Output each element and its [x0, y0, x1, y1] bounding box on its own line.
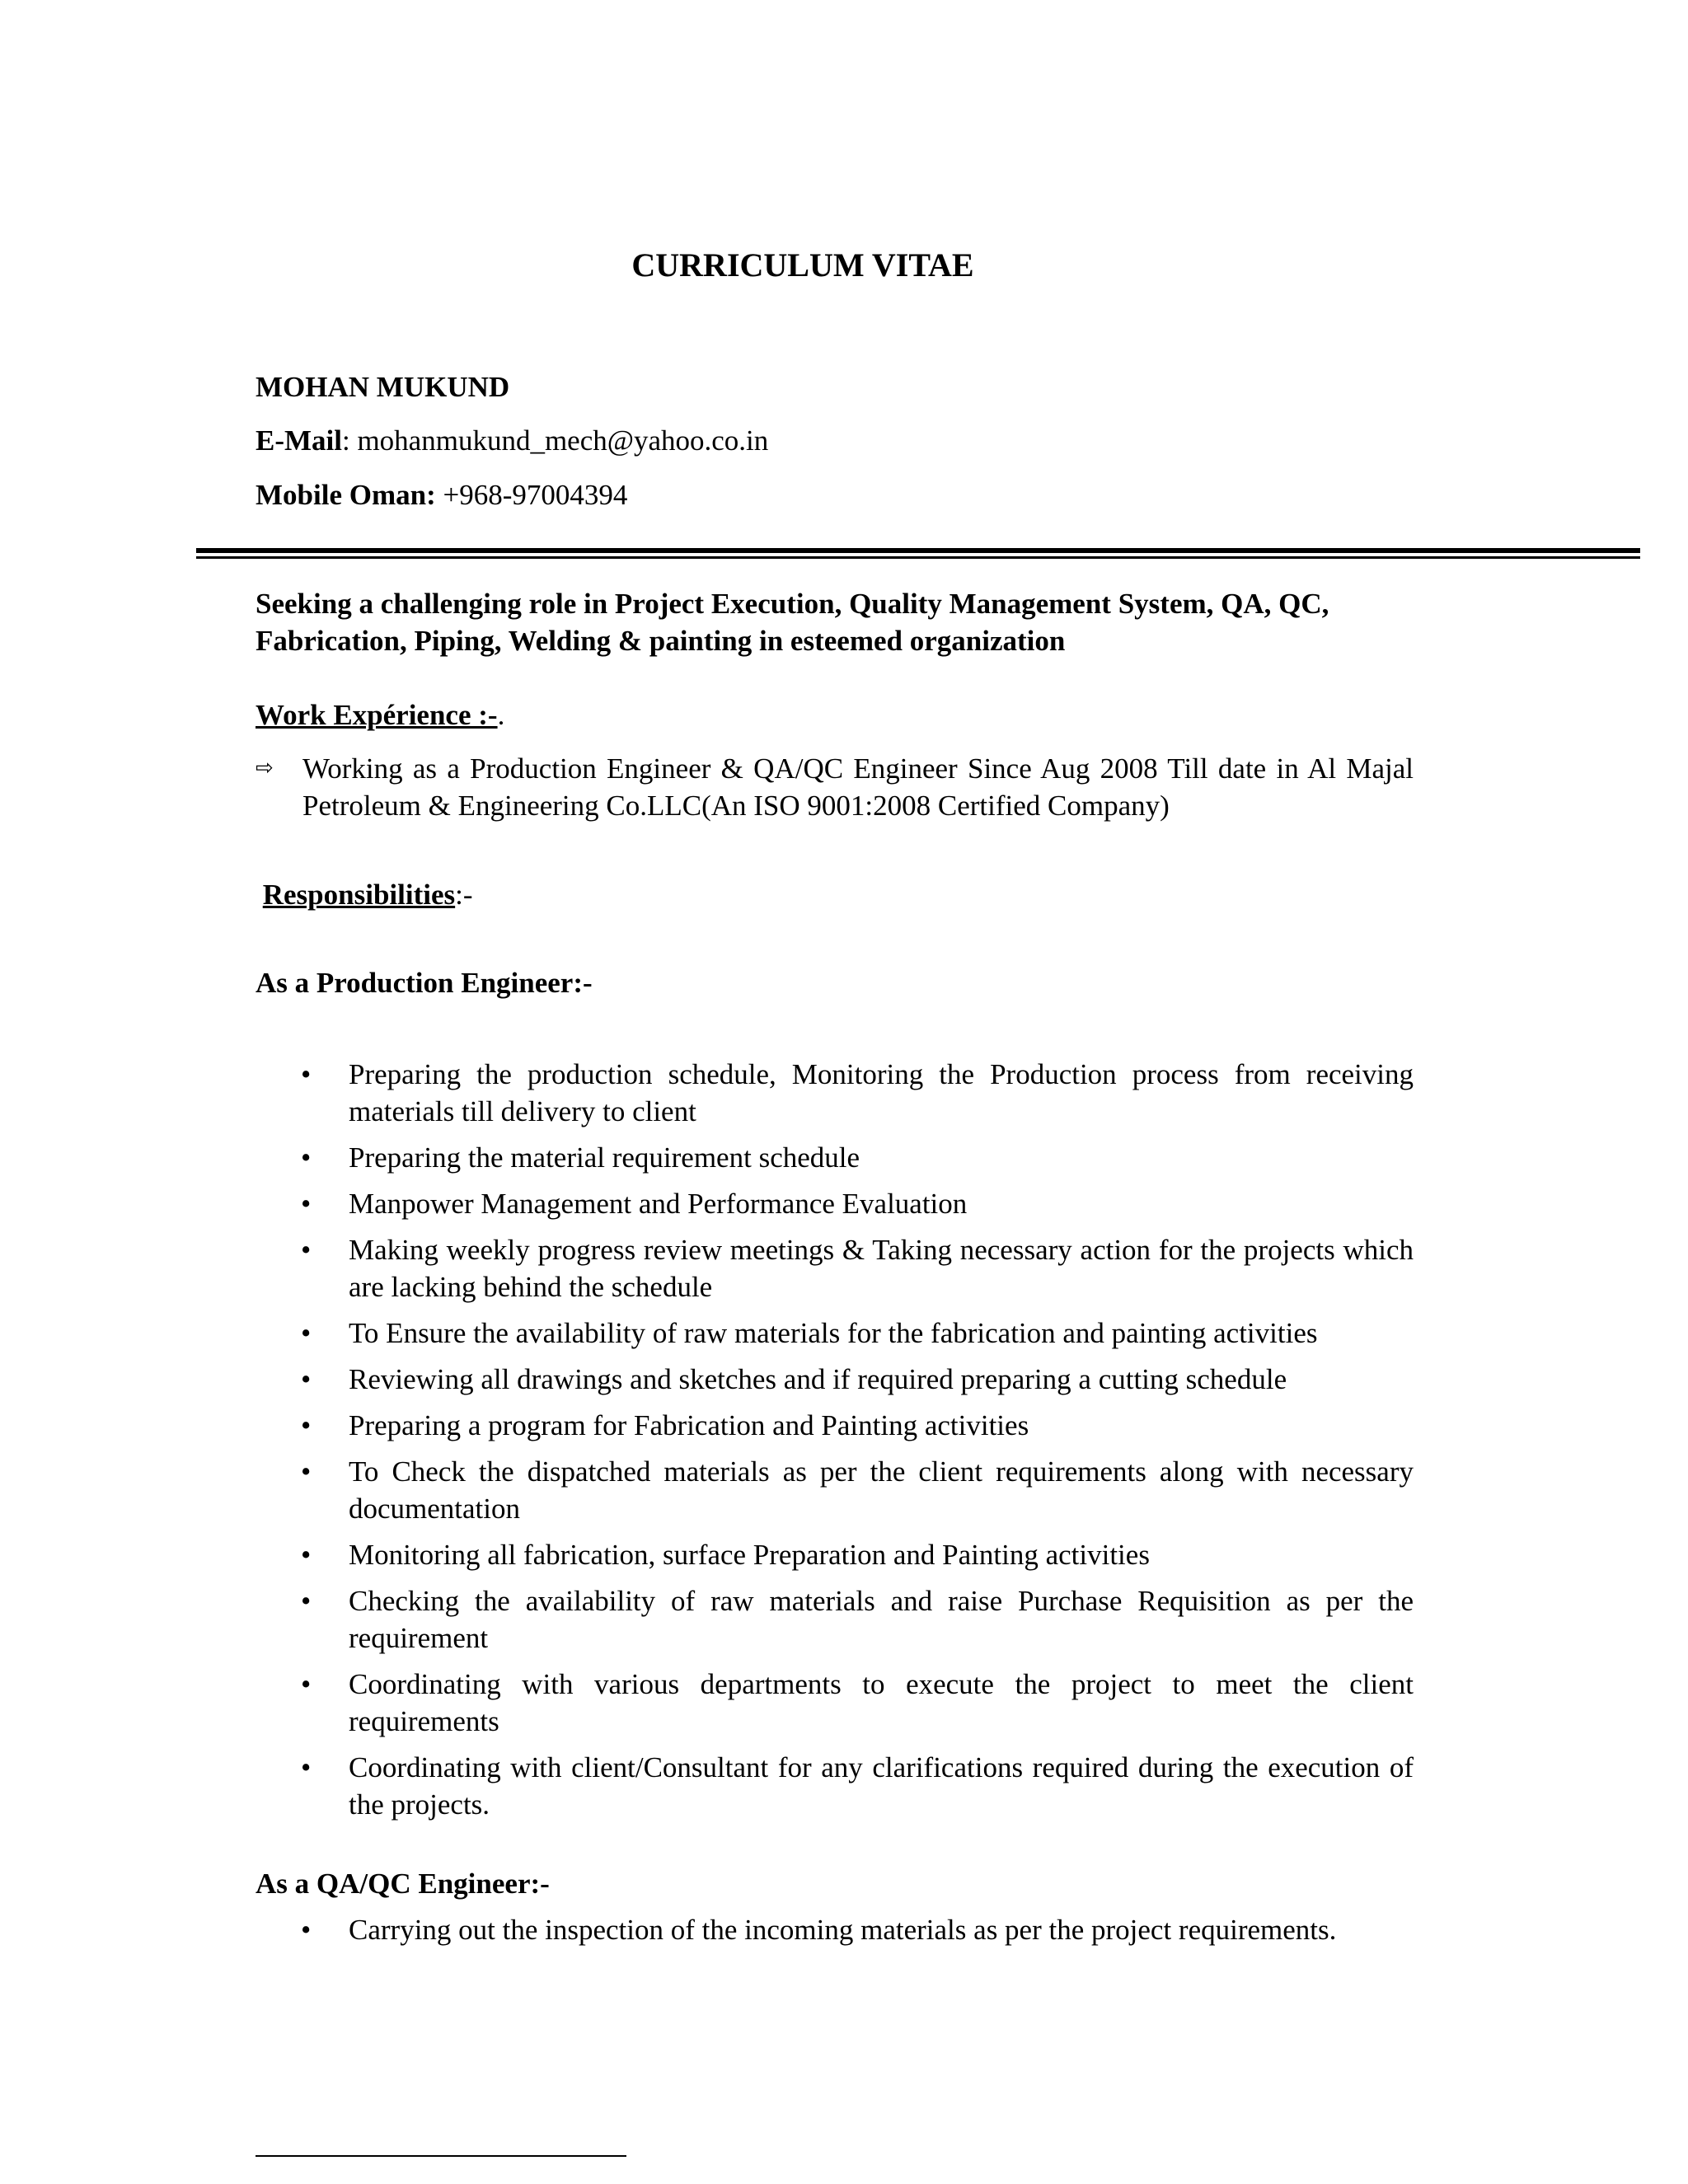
- bullet-icon: •: [301, 1234, 312, 1266]
- career-objective: Seeking a challenging role in Project Execution, Quality Management System, QA, QC, Fabrication, Piping, Welding & painting in esteemed organization: [256, 588, 1329, 657]
- list-item-text: Preparing the production schedule, Monitoring the Production process from receiving materials till delivery to client: [349, 1058, 1414, 1127]
- bullet-icon: •: [301, 1058, 312, 1090]
- list-item-text: Carrying out the inspection of the incoming materials as per the project requirements.: [349, 1914, 1337, 1946]
- list-item: [256, 1185, 1414, 1222]
- header-divider-thin: [196, 556, 1640, 559]
- list-item: [256, 1666, 1414, 1740]
- list-item-text: Coordinating with various departments to execute the project to meet the client requirements: [349, 1668, 1414, 1737]
- work-experience-text: Working as a Production Engineer & QA/QC Engineer Since Aug 2008 Till date in Al Majal Petroleum & Engineering Co.LLC(An ISO 9001:2008 Certified Company): [302, 752, 1414, 822]
- list-item-text: To Ensure the availability of raw materials for the fabrication and painting activities: [349, 1317, 1318, 1349]
- mobile-label: Mobile Oman:: [256, 479, 436, 511]
- email-value: : mohanmukund_mech@yahoo.co.in: [341, 424, 769, 457]
- list-item: [256, 1315, 1414, 1352]
- header-divider-thick: [196, 548, 1640, 553]
- qa-qc-engineer-heading: As a QA/QC Engineer:-: [256, 1868, 550, 1900]
- work-experience-heading-text: Work Expérience :-: [256, 699, 498, 731]
- responsibilities-heading-text: Responsibilities: [262, 879, 456, 911]
- list-item-text: Coordinating with client/Consultant for any clarifications required during the execution of the projects.: [349, 1751, 1414, 1821]
- list-item-text: Preparing the material requirement schedule: [349, 1141, 860, 1174]
- bullet-icon: •: [301, 1751, 312, 1783]
- list-item-text: Making weekly progress review meetings & Taking necessary action for the projects which are lacking behind the schedule: [349, 1234, 1414, 1303]
- mobile-line: [256, 477, 627, 513]
- work-experience-heading-suffix: .: [497, 699, 505, 731]
- list-item: [256, 1231, 1414, 1305]
- production-engineer-heading: As a Production Engineer:-: [256, 967, 593, 999]
- list-item: [256, 1453, 1414, 1527]
- list-item-text: To Check the dispatched materials as per the client requirements along with necessary documentation: [349, 1455, 1414, 1525]
- bullet-icon: •: [301, 1141, 312, 1174]
- list-item: [256, 1911, 1414, 1948]
- bullet-icon: •: [301, 1188, 312, 1220]
- responsibilities-heading-suffix: :-: [455, 879, 473, 911]
- list-item: [256, 1536, 1414, 1573]
- mobile-value: +968-97004394: [435, 479, 628, 511]
- list-item-text: Preparing a program for Fabrication and Painting activities: [349, 1409, 1029, 1441]
- list-item-text: Monitoring all fabrication, surface Preparation and Painting activities: [349, 1539, 1150, 1571]
- list-item: [256, 1361, 1414, 1398]
- work-experience-heading: [256, 697, 504, 733]
- list-item: [256, 1407, 1414, 1444]
- production-responsibilities-list: [256, 1056, 1414, 1832]
- bullet-icon: •: [301, 1539, 312, 1571]
- bullet-icon: •: [301, 1914, 312, 1946]
- page-title: CURRICULUM VITAE: [631, 246, 974, 284]
- bullet-icon: •: [301, 1363, 312, 1395]
- list-item: [256, 1056, 1414, 1130]
- list-item-text: Checking the availability of raw materials and raise Purchase Requisition as per the requirement: [349, 1585, 1414, 1654]
- work-experience-item: [256, 750, 1414, 824]
- list-item: [256, 1582, 1414, 1657]
- bullet-icon: •: [301, 1455, 312, 1488]
- list-item-text: Manpower Management and Performance Evaluation: [349, 1188, 968, 1220]
- responsibilities-heading: [256, 877, 473, 913]
- email-label: E-Mail: [256, 424, 342, 457]
- qa-qc-responsibilities-list: [256, 1911, 1414, 1957]
- arrow-right-icon: ⇨: [256, 756, 274, 780]
- bullet-icon: •: [301, 1585, 312, 1617]
- bullet-icon: •: [301, 1409, 312, 1441]
- bullet-icon: •: [301, 1317, 312, 1349]
- list-item: [256, 1749, 1414, 1823]
- list-item-text: Reviewing all drawings and sketches and if required preparing a cutting schedule: [349, 1363, 1287, 1395]
- footnote-divider: [256, 2155, 626, 2157]
- list-item: [256, 1139, 1414, 1176]
- email-line: [256, 423, 768, 459]
- candidate-name: MOHAN MUKUND: [256, 371, 510, 403]
- bullet-icon: •: [301, 1668, 312, 1700]
